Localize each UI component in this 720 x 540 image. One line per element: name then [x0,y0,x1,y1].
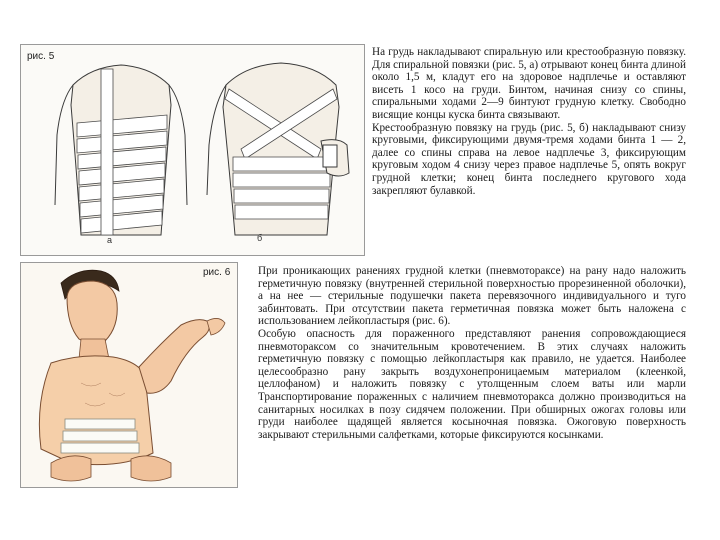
chest-bandage-illustration [21,45,366,257]
paragraph-cruciform-bandage: Крестообразную повязку на грудь (рис. 5, б) накладывают снизу круговыми, фиксирующими двумя-тремя ходами бинта 1 — 2, далее со спины справа на левое надплечье 3, фиксирующим круговым ходом 4 снизу через правое надплечье 5, опять вокруг грудной клетки; конец бинта последнего кругового хода закрепляют булавкой. [372,121,686,197]
paragraph-pneumothorax: При проникающих ранениях грудной клетки (пневмотораксе) на рану надо наложить герметичную повязку (внутренней стерильной поверхностью прорезиненной оболочки), а на нее — стерильные подушечки пакета перевязочного индивидуального и туго забинтовать. При отсутствии пакета герметичная повязка может быть наложена с использованием лейкопластыря (рис. 6). [258,265,686,328]
figure-5a-label: а [107,235,113,245]
occlusive-dressing-illustration [21,263,239,489]
paragraph-spiral-bandage: На грудь накладывают спиральную или крестообразную повязку. Для спиральной повязки (рис. 5, а) отрывают конец бинта длиной около 1,5 м, кладут его на здоровое надплечье и оставляют висеть 1 косо на груди. Бинтом, начиная снизу со спины, спиральными ходами 2—9 бинтуют грудную клетку. Свободно висящие концы куска бинта связывают. [372,46,686,121]
figure-5-label: рис. 5 [27,51,55,62]
figure-5 [20,44,365,256]
paragraph-bleeding-burns: Особую опасность для пораженного представляют ранения сопровождающиеся пневмотораксом со значительным кровотечением. В этих случаях наложить герметичную повязку с помощью лейкопластыря как правило, не удается. Наиболее целесообразно рану закрыть воздухонепроницаемым материалом (клеенкой, целлофаном) и наложить повязку с утолщенным слоем ваты или марли Транспортирование пораженных с наличием пневмоторакса должно производиться на санитарных носилках в позу сидячем положении. При обширных ожогах головы или груди наиболее щадящей является косыночная повязка. Ожоговую поверхность закрывают стерильными салфетками, которые фиксируются косынками. [258,327,686,441]
text-column-top [372,46,686,197]
figure-6 [20,262,238,488]
text-column-bottom [258,265,686,441]
figure-6-label: рис. 6 [203,267,231,278]
figure-5b-label: б [257,233,263,243]
